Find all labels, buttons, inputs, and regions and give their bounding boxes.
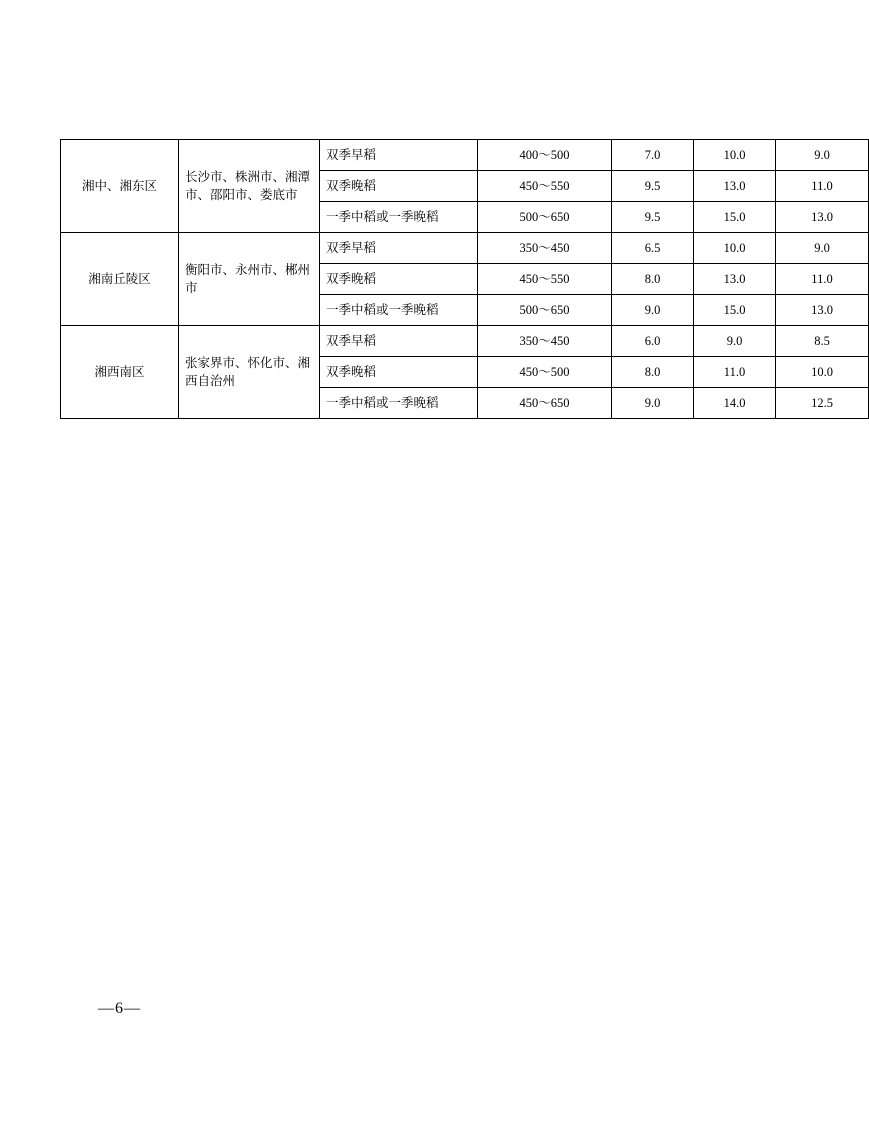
page-number: —6— (98, 1000, 141, 1017)
value-cell-2: 10.0 (694, 233, 776, 264)
value-cell-3: 10.0 (776, 357, 869, 388)
crop-cell: 双季早稻 (320, 140, 478, 171)
cities-cell: 张家界市、怀化市、湘西自治州 (179, 326, 320, 419)
value-cell-2: 9.0 (694, 326, 776, 357)
value-cell-1: 9.0 (612, 295, 694, 326)
value-cell-1: 6.5 (612, 233, 694, 264)
crop-cell: 双季晚稻 (320, 264, 478, 295)
value-cell-3: 13.0 (776, 202, 869, 233)
value-cell-3: 9.0 (776, 140, 869, 171)
crop-cell: 一季中稻或一季晚稻 (320, 202, 478, 233)
value-cell-3: 11.0 (776, 264, 869, 295)
crop-cell: 双季早稻 (320, 233, 478, 264)
cities-cell: 长沙市、株洲市、湘潭市、邵阳市、娄底市 (179, 140, 320, 233)
value-cell-3: 9.0 (776, 233, 869, 264)
range-cell: 350～450 (478, 326, 612, 357)
region-cell: 湘中、湘东区 (61, 140, 179, 233)
value-cell-1: 7.0 (612, 140, 694, 171)
range-cell: 500～650 (478, 202, 612, 233)
range-cell: 450～550 (478, 264, 612, 295)
range-cell: 450～650 (478, 388, 612, 419)
range-cell: 400～500 (478, 140, 612, 171)
value-cell-1: 8.0 (612, 264, 694, 295)
range-cell: 450～550 (478, 171, 612, 202)
value-cell-3: 13.0 (776, 295, 869, 326)
crop-cell: 一季中稻或一季晚稻 (320, 388, 478, 419)
crop-cell: 双季晚稻 (320, 357, 478, 388)
value-cell-1: 9.5 (612, 171, 694, 202)
crop-cell: 一季中稻或一季晚稻 (320, 295, 478, 326)
crop-cell: 双季早稻 (320, 326, 478, 357)
crop-cell: 双季晚稻 (320, 171, 478, 202)
value-cell-2: 15.0 (694, 202, 776, 233)
range-cell: 350～450 (478, 233, 612, 264)
value-cell-2: 10.0 (694, 140, 776, 171)
value-cell-2: 13.0 (694, 171, 776, 202)
table-row (61, 326, 869, 357)
value-cell-2: 11.0 (694, 357, 776, 388)
value-cell-1: 9.0 (612, 388, 694, 419)
table-row (61, 233, 869, 264)
range-cell: 450～500 (478, 357, 612, 388)
table-row (61, 140, 869, 171)
value-cell-2: 14.0 (694, 388, 776, 419)
value-cell-2: 15.0 (694, 295, 776, 326)
value-cell-3: 8.5 (776, 326, 869, 357)
value-cell-3: 12.5 (776, 388, 869, 419)
range-cell: 500～650 (478, 295, 612, 326)
value-cell-2: 13.0 (694, 264, 776, 295)
value-cell-1: 9.5 (612, 202, 694, 233)
value-cell-1: 6.0 (612, 326, 694, 357)
region-cell: 湘西南区 (61, 326, 179, 419)
rice-subsidy-table (60, 139, 869, 419)
value-cell-3: 11.0 (776, 171, 869, 202)
value-cell-1: 8.0 (612, 357, 694, 388)
region-cell: 湘南丘陵区 (61, 233, 179, 326)
cities-cell: 衡阳市、永州市、郴州市 (179, 233, 320, 326)
